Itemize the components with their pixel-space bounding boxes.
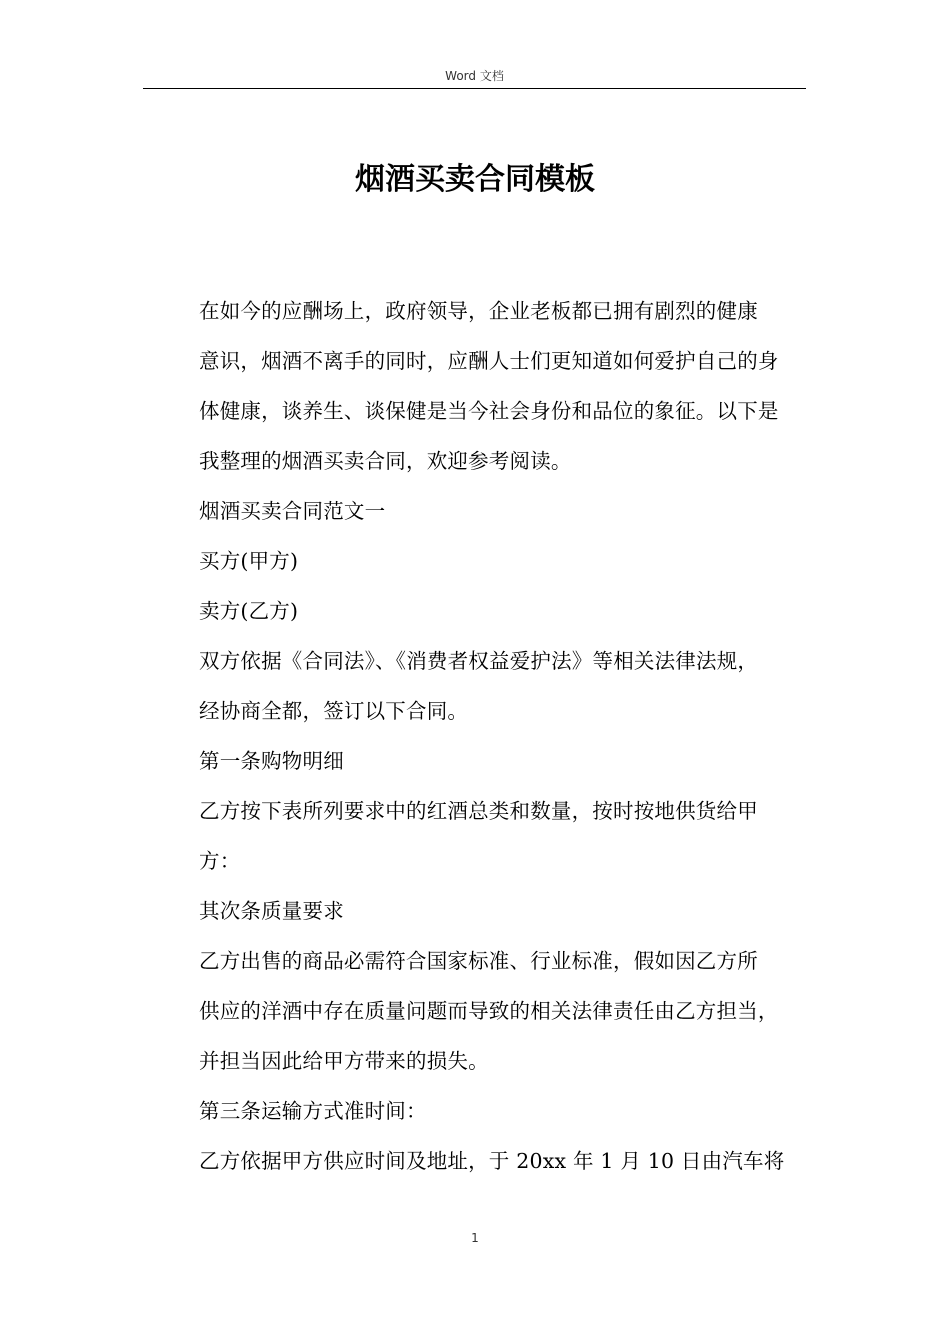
paragraph-line: 意识，烟酒不离手的同时，应酬人士们更知道如何爱护自己的身	[199, 349, 779, 373]
buyer-line	[178, 536, 806, 586]
paragraph-line: 其次条质量要求	[199, 899, 344, 923]
page-header	[143, 66, 806, 89]
paragraph-line: 方：	[199, 849, 241, 873]
paragraph-line: 双方依据《合同法》、《消费者权益爱护法》等相关法律法规，	[199, 649, 759, 673]
paragraph-line: 烟酒买卖合同范文一	[199, 499, 386, 523]
paragraph-line: 我整理的烟酒买卖合同，欢迎参考阅读。	[199, 449, 572, 473]
paragraph-intro	[178, 286, 806, 486]
paragraph-line: 乙方按下表所列要求中的红酒总类和数量，按时按地供货给甲	[199, 799, 758, 823]
section-heading	[178, 486, 806, 536]
paragraph-line: 第一条购物明细	[199, 749, 344, 773]
seller-line	[178, 586, 806, 636]
article-heading	[178, 736, 806, 786]
paragraph-line: 体健康，谈养生、谈保健是当今社会身份和品位的象征。以下是	[199, 399, 779, 423]
paragraph-line: 卖方(乙方)	[199, 599, 299, 623]
paragraph-line: 在如今的应酬场上，政府领导，企业老板都已拥有剧烈的健康	[199, 299, 758, 323]
paragraph-line: 乙方依据甲方供应时间及地址，于 20xx 年 1 月 10 日由汽车将	[199, 1149, 785, 1173]
paragraph-line: 经协商全都，签订以下合同。	[199, 699, 469, 723]
page-number: 1	[471, 1231, 479, 1245]
paragraph-line: 乙方出售的商品必需符合国家标准、行业标准，假如因乙方所	[199, 949, 758, 973]
article-heading	[178, 886, 806, 936]
paragraph-article-3	[178, 1136, 806, 1186]
paragraph-article-2	[178, 936, 806, 1086]
document-body	[178, 286, 806, 1186]
paragraph-line: 并担当因此给甲方带来的损失。	[199, 1049, 489, 1073]
paragraph-article-1	[178, 786, 806, 886]
article-heading	[178, 1086, 806, 1136]
header-text: Word 文档	[445, 69, 504, 83]
document-title: 烟酒买卖合同模板	[355, 162, 595, 197]
paragraph-agreement	[178, 636, 806, 736]
paragraph-line: 买方(甲方)	[199, 549, 299, 573]
paragraph-line: 第三条运输方式准时间：	[199, 1099, 427, 1123]
paragraph-line: 供应的洋酒中存在质量问题而导致的相关法律责任由乙方担当，	[199, 999, 779, 1023]
